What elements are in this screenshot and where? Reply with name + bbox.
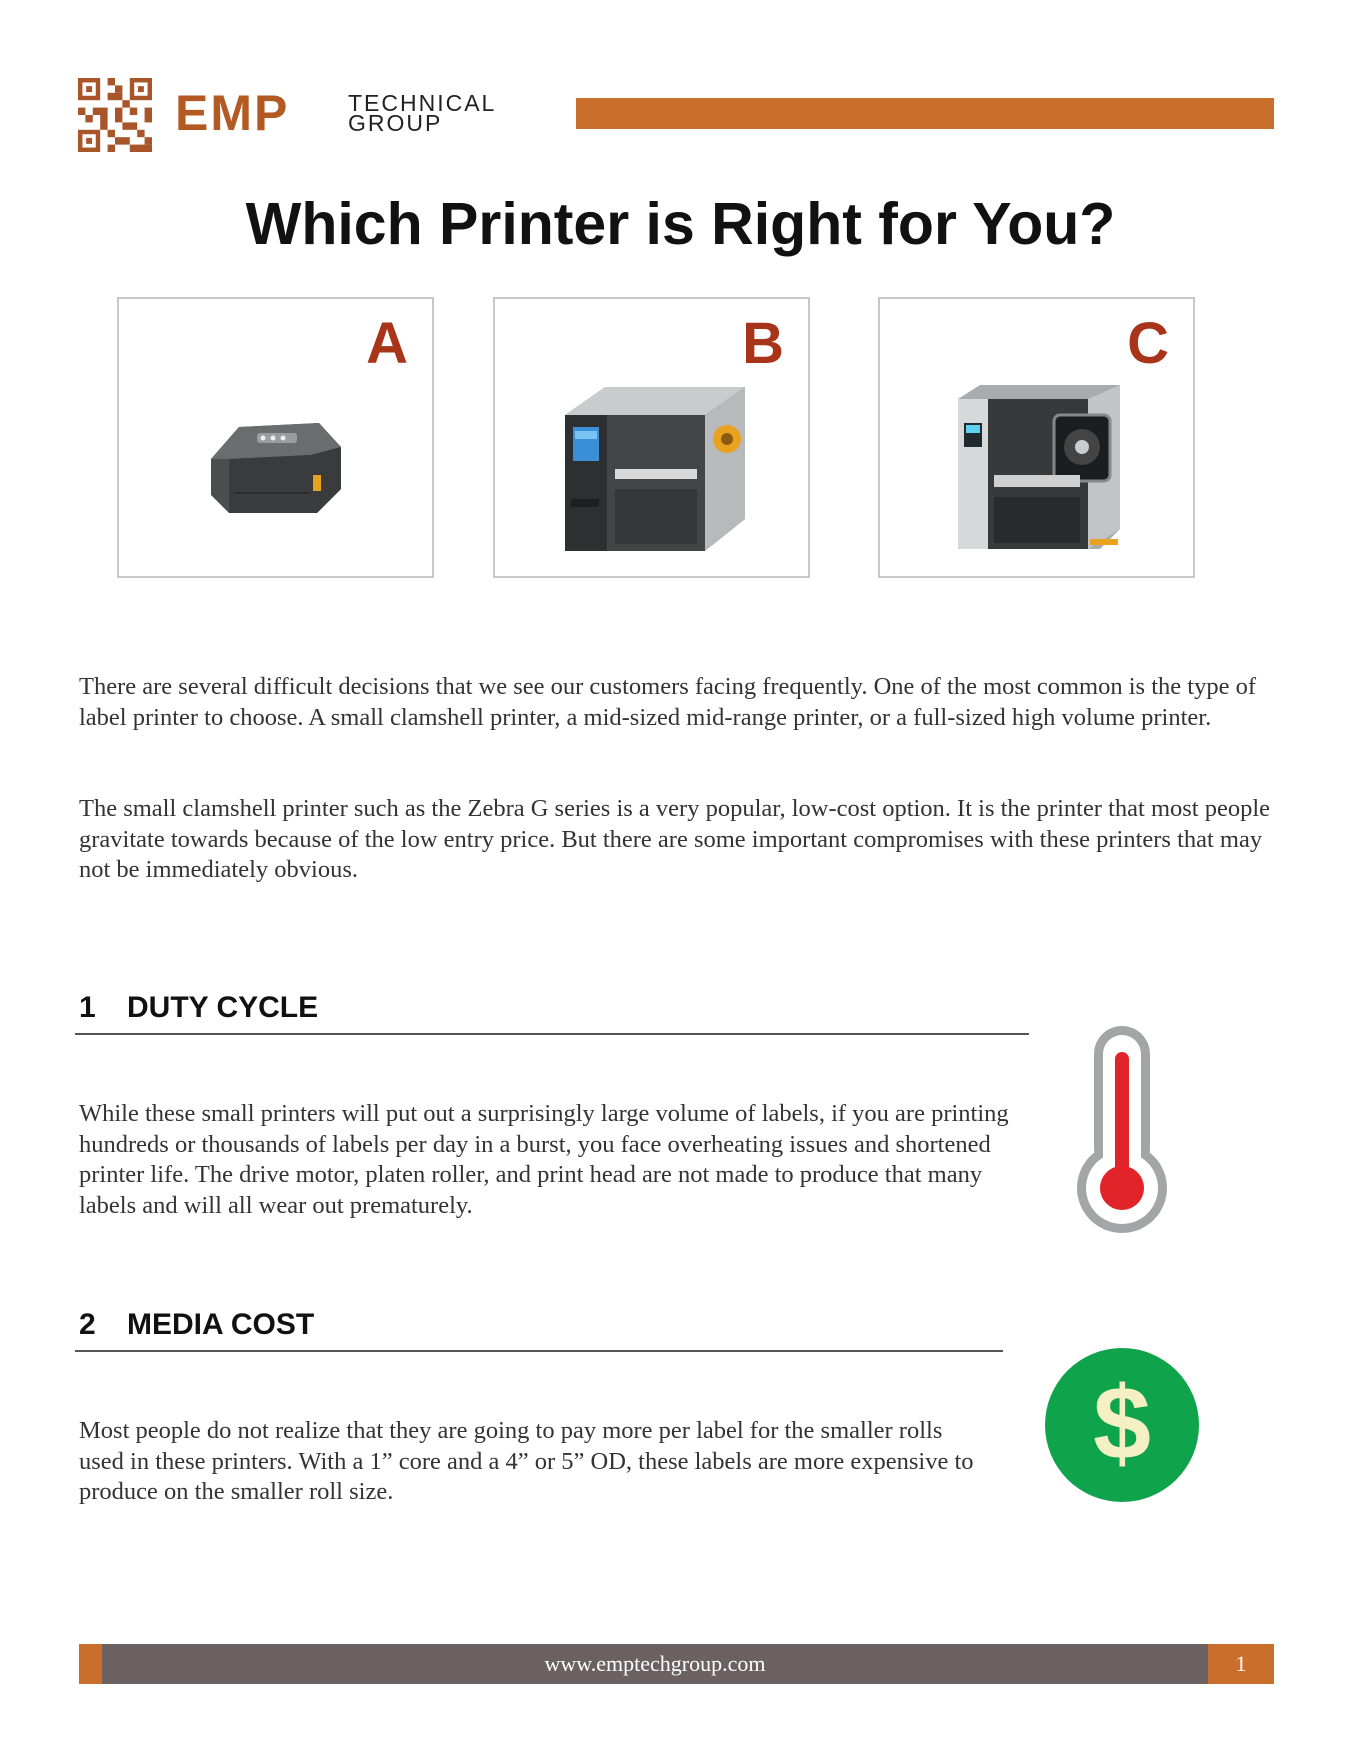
footer-accent-left xyxy=(79,1644,102,1684)
media-cost-text: Most people do not realize that they are going to pay more per label for the smaller rolls used in these printers. With a 1” core and a 4” or 5” OD, these labels are more expensive to produce on the smaller roll size. xyxy=(79,1417,974,1505)
thermometer-icon xyxy=(1070,1020,1175,1235)
printer-letter-a: A xyxy=(366,311,408,376)
section-title: MEDIA COST xyxy=(127,1308,315,1341)
high-volume-industrial-printer-image xyxy=(950,379,1130,559)
logo-line-group: GROUP xyxy=(348,110,443,136)
printer-card-b xyxy=(493,297,810,578)
footer-page-number: 1 xyxy=(1208,1644,1274,1684)
qr-code-logo xyxy=(78,78,152,152)
midrange-industrial-printer-image xyxy=(555,379,755,559)
svg-text:$: $ xyxy=(1093,1366,1151,1482)
duty-cycle-text: While these small printers will put out a surprisingly large volume of labels, if you are printing hundreds or thousands of labels per day in a burst, you face overheating issues and shortened printer life. The drive motor, platen roller, and print head are not made to produce that many labels and will all wear out prematurely. xyxy=(79,1100,1009,1219)
dollar-icon xyxy=(1044,1347,1200,1503)
section-title: DUTY CYCLE xyxy=(127,991,319,1024)
section-heading-media-cost xyxy=(79,1308,314,1342)
logo-line-technical: TECHNICAL xyxy=(348,90,497,116)
company-logo-subtitle xyxy=(348,90,497,136)
intro-paragraph-2: The small clamshell printer such as the Zebra G series is a very popular, low-cost option. It is the printer that most people gravitate towards because of the low entry price. But there are some important compromises with these printers that may not be immediately obvious. xyxy=(79,795,1271,883)
section-number: 2 xyxy=(79,1308,96,1341)
section-divider xyxy=(75,1033,1029,1035)
printer-letter-c: C xyxy=(1127,311,1169,376)
company-logo-name: EMP xyxy=(175,85,290,141)
footer-website: www.emptechgroup.com xyxy=(102,1644,1208,1684)
section-number: 1 xyxy=(79,991,96,1024)
page-title: Which Printer is Right for You? xyxy=(245,191,1116,257)
intro-paragraph-1: There are several difficult decisions that we see our customers facing frequently. One of the most common is the type of label printer to choose. A small clamshell printer, a mid-sized mid-range printer, or a full-sized high volume printer. xyxy=(79,673,1256,731)
printer-card-c xyxy=(878,297,1195,578)
section-heading-duty-cycle xyxy=(79,991,318,1025)
section-divider xyxy=(75,1350,1003,1352)
printer-card-a xyxy=(117,297,434,578)
desktop-clamshell-printer-image xyxy=(199,409,349,519)
header-accent-bar xyxy=(576,98,1274,129)
printer-letter-b: B xyxy=(742,311,784,376)
